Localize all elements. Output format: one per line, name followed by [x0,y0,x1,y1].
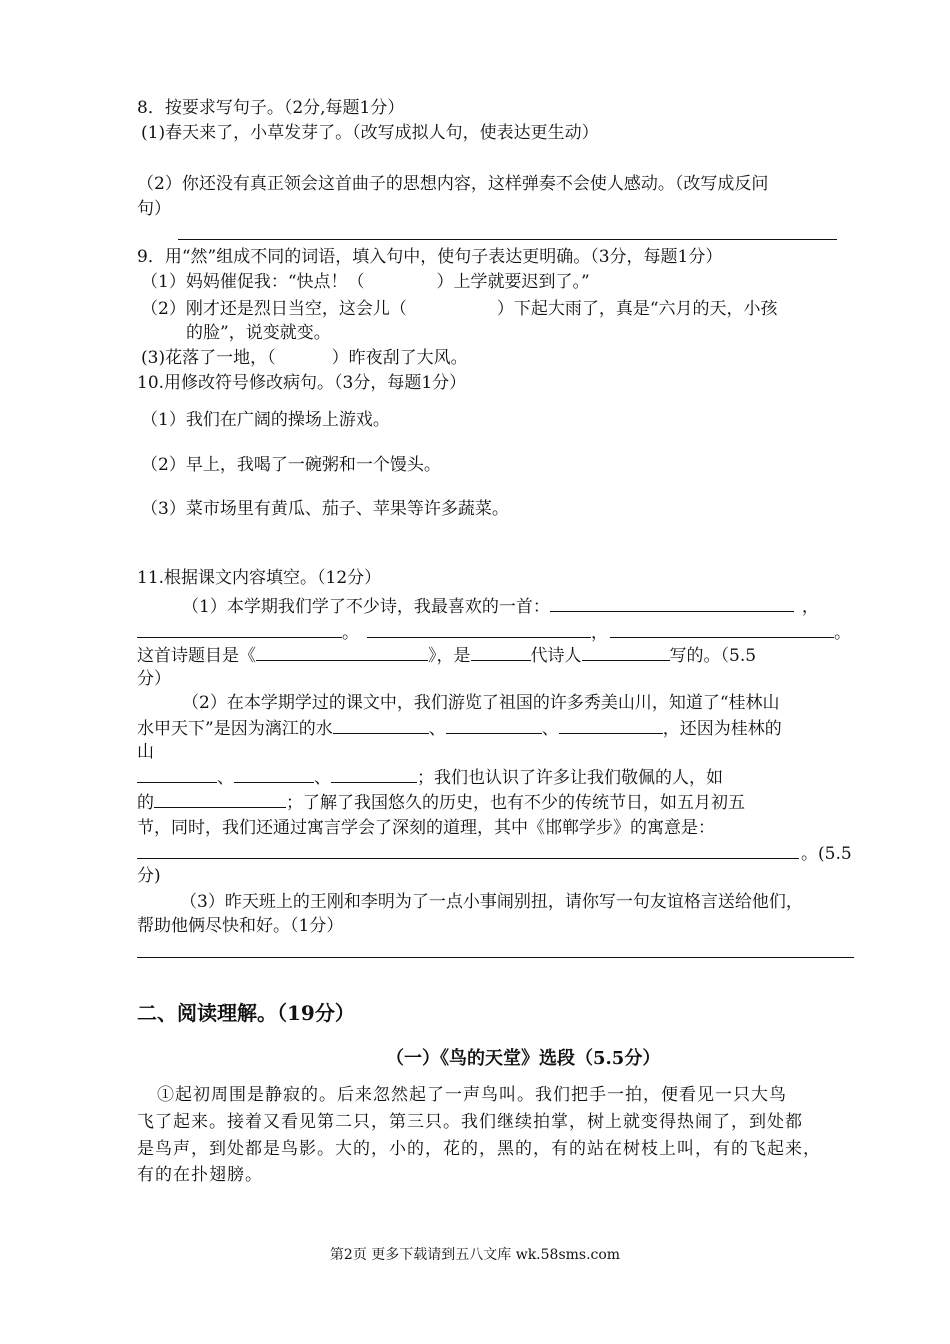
q11-p2-line7 [137,841,852,866]
q9-item3-text-b: ）昨夜刮了大风。 [331,348,468,368]
q11-p2-text-g: ；了解了我国悠久的历史，也有不少的传统节日，如五月初五 [286,793,745,813]
q11-p1-text-a: （1）本学期我们学了不少诗，我最喜欢的一首： [182,597,550,617]
q11-comma-2: ， [591,623,608,643]
q11-p1-text-c: 这首诗题目是《 [137,646,256,666]
q11-blank-water-2[interactable] [446,716,542,734]
q9-item1 [141,270,590,294]
q11-period-1: 。 [342,623,359,643]
q11-p3-line2: 帮助他俩尽快和好。（1分） [137,916,344,936]
section2-title: 二、阅读理解。（19分） [137,1001,355,1025]
q11-dun-3: 、 [217,768,234,788]
q11-p2-text-b: 水甲天下”是因为漓江的水 [137,719,333,739]
q11-blank-poem-title[interactable] [550,594,794,612]
q11-p1-text-e: 代诗人 [530,646,582,666]
q11-blank-mountain-1[interactable] [137,765,217,783]
q11-dun-1: 、 [428,719,446,739]
q11-blank-poet[interactable] [582,643,670,661]
q11-blank-dynasty[interactable] [471,643,531,661]
q11-p3-line1: （3）昨天班上的王刚和李明为了一点小事闹别扭，请你写一句友谊格言送给他们， [180,892,803,912]
q8-title: 8．按要求写句子。（2分,每题1分） [137,98,405,118]
q11-p2-line2 [137,716,782,741]
q9-title: 9．用“然”组成不同的词语，填入句中，使句子表达更明确。（3分，每题1分） [137,247,723,267]
q11-blank-water-1[interactable] [333,716,429,734]
q11-dun-4: 、 [314,768,331,788]
q11-period-2: 。 [834,623,851,643]
q9-item1-text-b: ）上学就要迟到了。” [436,272,590,292]
q8-answer-line[interactable] [178,239,837,240]
q10-item1: （1）我们在广阔的操场上游戏。 [141,410,390,430]
q11-p2-line3: 山 [137,742,154,762]
q11-p1-text-d: 》，是 [428,646,471,666]
q9-item3-text-a: (3)花落了一地，（ [141,348,276,368]
reading-para-line-1: ①起初周围是静寂的。后来忽然起了一声鸟叫。我们把手一拍，便看见一只大鸟 [157,1085,787,1105]
q11-blank-verse-2[interactable] [367,620,591,638]
q11-p2-line5 [137,790,745,815]
q11-p2-line1: （2）在本学期学过的课文中，我们游览了祖国的许多秀美山川，知道了“桂林山 [182,693,780,713]
q11-p1-line4: 分） [137,669,171,689]
q11-dun-2: 、 [541,719,559,739]
q9-item2-text-a: （2）刚才还是烈日当空，这会儿（ [141,299,407,319]
q8-item1: (1)春天来了，小草发芽了。（改写成拟人句，使表达更生动） [141,123,599,143]
q11-p1-text-f: 写的。（5.5 [669,646,757,666]
reading-para-line-4: 有的在扑翅膀。 [137,1165,263,1185]
q11-blank-water-3[interactable] [559,716,663,734]
q11-blank-verse-3[interactable] [610,620,834,638]
q10-item3: （3）菜市场里有黄瓜、茄子、苹果等许多蔬菜。 [141,499,509,519]
q11-blank-mountain-3[interactable] [331,765,417,783]
q11-p2-text-i: 。(5.5 [801,844,852,864]
q9-item1-text-a: （1）妈妈催促我：“快点！（ [141,272,365,292]
q9-item2-text-b: ）下起大雨了，真是“六月的天，小孩 [496,299,778,319]
q11-p1-line3 [137,643,756,668]
q9-item3 [141,346,468,370]
q11-p2-text-f: 的 [137,793,154,813]
q11-blank-person[interactable] [154,790,286,808]
q9-item2 [141,297,778,321]
q11-p2-text-c: ，还因为桂林的 [662,719,782,739]
q11-p1-line1 [182,594,819,619]
q11-title: 11.根据课文内容填空。（12分） [137,568,382,588]
q9-item2-cont: 的脸”，说变就变。 [186,323,331,343]
q11-comma: ， [801,597,819,617]
reading-para-line-2: 飞了起来。接着又看见第二只，第三只。我们继续拍掌，树上就变得热闹了，到处都 [137,1112,803,1132]
q11-p2-line4 [137,765,723,790]
q11-p2-line6: 节，同时，我们还通过寓言学会了深刻的道理，其中《邯郸学步》的寓意是： [137,818,715,838]
q11-blank-title[interactable] [256,643,428,661]
q11-blank-mountain-2[interactable] [234,765,314,783]
q10-title: 10.用修改符号修改病句。（3分，每题1分） [137,373,467,393]
q11-p2-line8: 分) [137,866,161,886]
page-footer: 第2页 更多下载请到五八文库 wk.58sms.com [329,1247,621,1263]
q11-motto-answer-line[interactable] [137,957,854,958]
reading-para-line-3: 是鸟声，到处都是鸟影。大的，小的，花的，黑的，有的站在树枝上叫，有的飞起来， [137,1139,821,1159]
q10-item2: （2）早上，我喝了一碗粥和一个馒头。 [141,455,441,475]
q8-item2-line2: 句） [137,199,171,219]
q11-p2-text-e: ；我们也认识了许多让我们敬佩的人，如 [417,768,723,788]
q11-p1-line2 [137,620,851,645]
q11-blank-moral[interactable] [137,841,799,859]
q11-blank-verse-1[interactable] [137,620,342,638]
section2-sub-title: （一）《鸟的天堂》选段（5.5分） [386,1048,661,1069]
q8-item2-line1: （2）你还没有真正领会这首曲子的思想内容，这样弹奏不会使人感动。（改写成反问 [137,174,769,194]
